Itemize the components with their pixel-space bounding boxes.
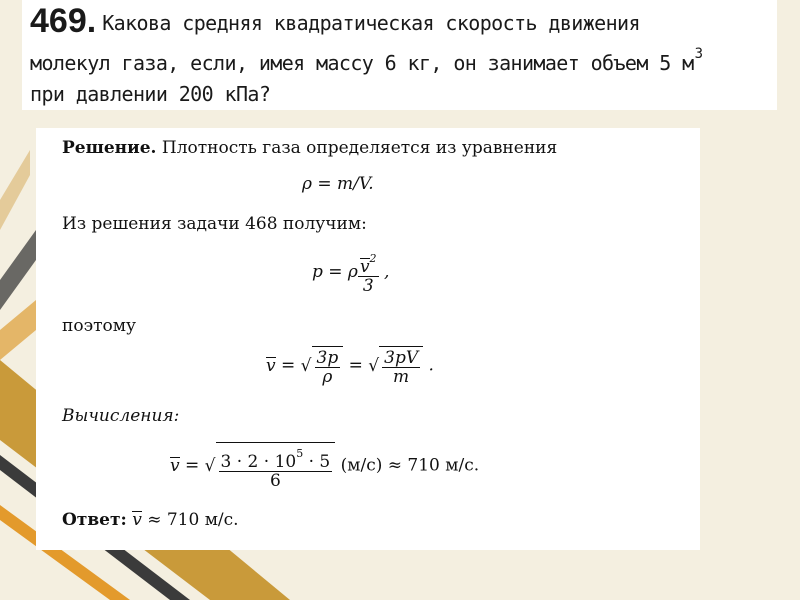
from-task-text: Из решения задачи 468 получим: bbox=[62, 214, 367, 234]
solution-intro: Решение. Плотность газа определяется из уравнения bbox=[62, 138, 558, 158]
calculation-label: Вычисления: bbox=[62, 406, 180, 426]
equation-pressure: p = ρ $\frac{v^2}{3}$ , bbox=[312, 252, 390, 296]
solution-label: Решение. bbox=[62, 138, 157, 158]
answer-line: Ответ: v ≈ 710 м/с. bbox=[62, 510, 239, 530]
sqrt-3pV-over-m: √ $\frac{3pV}{m}$ bbox=[368, 346, 423, 386]
problem-line-1: 469. Какова средняя квадратическая скорость движения bbox=[30, 2, 640, 40]
problem-number: 469. bbox=[30, 2, 97, 40]
solution-panel bbox=[36, 128, 700, 550]
therefore-text: поэтому bbox=[62, 316, 136, 336]
sqrt-3p-over-rho: √ $\frac{3p}{\rho}$ bbox=[301, 346, 344, 386]
equation-density: ρ = m/V. bbox=[302, 174, 374, 194]
answer-label: Ответ: bbox=[62, 510, 127, 530]
sqrt-calculation: √ $\frac{3 \cdot 2 \cdot 10^5 \cdot 5}{6}$ bbox=[205, 442, 336, 490]
equation-velocity: v = √ $\frac{3p}{\rho}$ = √ $\frac{3pV}{m}$ . bbox=[266, 348, 434, 387]
problem-line-2: молекул газа, если, имея массу 6 кг, он занимает объем 5 $м^3$ bbox=[30, 46, 703, 75]
equation-calculation: v = √ $\frac{3 \cdot 2 \cdot 10^5 \cdot 5}{6}$ (м/с) ≈ 710 м/с. bbox=[170, 442, 479, 490]
problem-line-3: при давлении 200 кПа? bbox=[30, 82, 271, 106]
problem-statement bbox=[22, 0, 777, 110]
